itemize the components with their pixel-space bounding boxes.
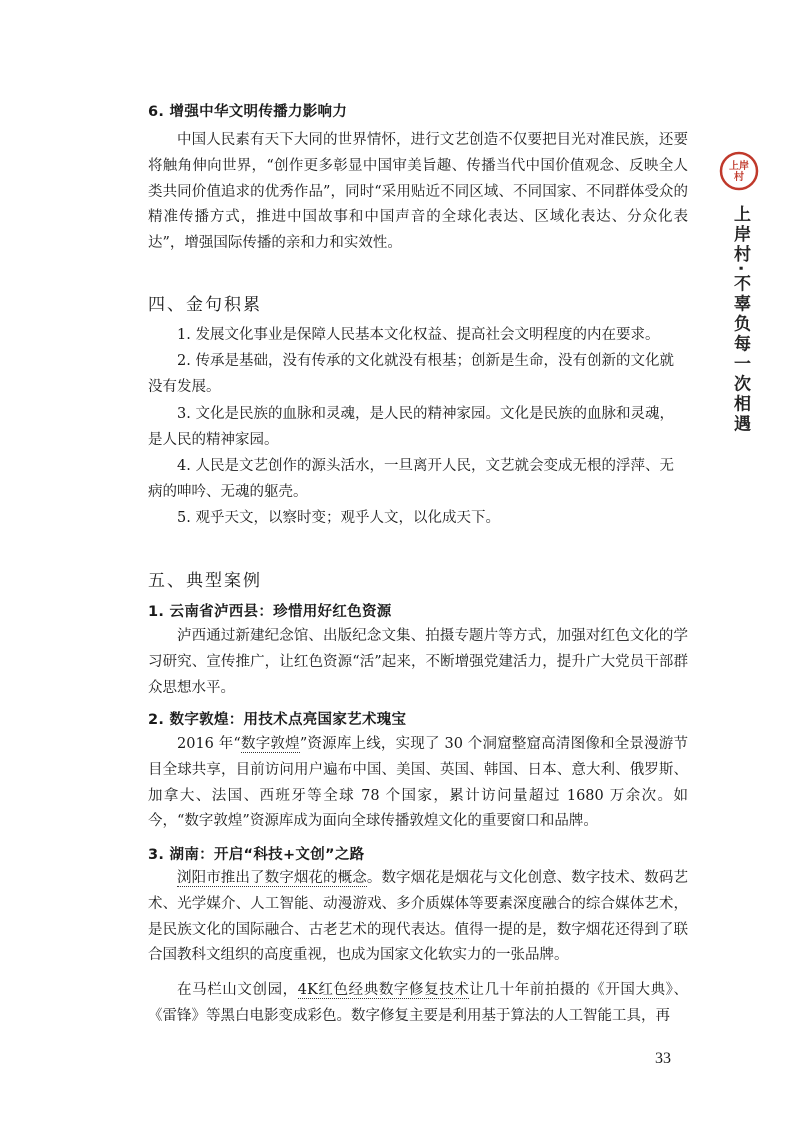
case3-text-2-b: 让几十年前拍摄的《开国大典》、《雷锋》等黑白电影变成彩色。数字修复主要是利用基于算法的人工智能工具，再: [148, 982, 689, 1024]
case2-text-a: 2016 年“: [177, 736, 241, 752]
svg-text:村: 村: [734, 172, 744, 183]
case2-paragraph: [148, 732, 688, 835]
case2-emphasis: 数字敦煌: [240, 736, 300, 752]
case2-heading: 2. 数字敦煌：用技术点亮国家艺术瑰宝: [148, 712, 407, 728]
quote-item-4: 4. 人民是文艺创作的源头活水，一旦离开人民，文艺就会变成无根的浮萍、无病的呻吟、无魂的躯壳。: [148, 458, 674, 501]
case3-heading: 3. 湖南：开启“科技+文创”之路: [148, 847, 365, 863]
quote-item-3: 3. 文化是民族的血脉和灵魂，是人民的精神家园。文化是民族的血脉和灵魂，是人民的精神家园。: [148, 405, 674, 448]
case3-paragraph-2: [148, 978, 688, 1030]
section6-text: 中国人民素有天下大同的世界情怀，进行文艺创造不仅要把目光对准民族，还要将触角伸向世界，“创作更多彰显中国审美旨趣、传播当代中国价值观念、反映全人类共同价值追求的优秀作品”，同时“采用贴近不同区域、不同国家、不同群体受众的精准传播方式，推进中国故事和中国声音的全球化表达、区域化表达、分众化表达”，增强国际传播的亲和力和实效性。: [148, 132, 688, 252]
case3-emphasis-2: 4K红色经典数字修复技术: [297, 982, 470, 998]
case3-text-2: [148, 978, 688, 1030]
case3-text-2-a: 在马栏山文创园，: [177, 982, 298, 998]
section-four-heading: 四、金句积累: [148, 295, 262, 315]
case2-text: [148, 732, 688, 835]
quote-item-1: 1. 发展文化事业是保障人民基本文化权益、提高社会文明程度的内在要求。: [177, 327, 660, 343]
case3-text-1-rest: 。数字烟花是烟花与文化创意、数字技术、数码艺术、光学媒介、人工智能、动漫游戏、多介质媒体等要素深度融合的综合媒体艺术，是民族文化的国际融合、古老艺术的现代表达。值得一提的是，数字烟花还得到了联合国教科文组织的高度重视，也成为国家文化软实力的一张品牌。: [148, 870, 689, 964]
seal-logo-icon: [718, 150, 760, 192]
section6-paragraph: [148, 128, 688, 257]
case3-paragraph-1: [148, 866, 688, 969]
svg-text:上岸: 上岸: [729, 161, 749, 172]
case2-text-b: ”资源库上线，实现了 30 个洞窟整窟高清图像和全景漫游节目全球共享，目前访问用户遍布中国、美国、英国、韩国、日本、意大利、俄罗斯、加拿大、法国、西班牙等全球 78 个国家，累计访问量超过 1680 万余次。如今，“数字敦煌”资源库成为面向全球传播敦煌文化的重要窗口和品牌。: [148, 736, 688, 830]
quotes-list: [148, 322, 688, 532]
case3-emphasis-1: 浏阳市推出了数字烟花的概念: [177, 870, 367, 886]
case1-paragraph: [148, 624, 688, 701]
quote-item-2: 2. 传承是基础，没有传承的文化就没有根基；创新是生命，没有创新的文化就没有发展。: [148, 353, 674, 396]
case1-text: 泸西通过新建纪念馆、出版纪念文集、拍摄专题片等方式，加强对红色文化的学习研究、宣传推广，让红色资源“活”起来，不断增强党建活力，提升广大党员干部群众思想水平。: [148, 628, 688, 696]
quote-item-5: 5. 观乎天文，以察时变；观乎人文，以化成天下。: [177, 510, 500, 527]
case1-heading: 1. 云南省泸西县：珍惜用好红色资源: [148, 604, 392, 620]
case3-text-1: [148, 866, 688, 969]
section-five-heading: 五、典型案例: [148, 571, 262, 591]
side-slogan: 上岸村·不辜负每一次相遇: [730, 205, 750, 435]
section6-heading: 6. 增强中华文明传播力影响力: [148, 104, 348, 120]
page-number: 33: [655, 1050, 671, 1067]
